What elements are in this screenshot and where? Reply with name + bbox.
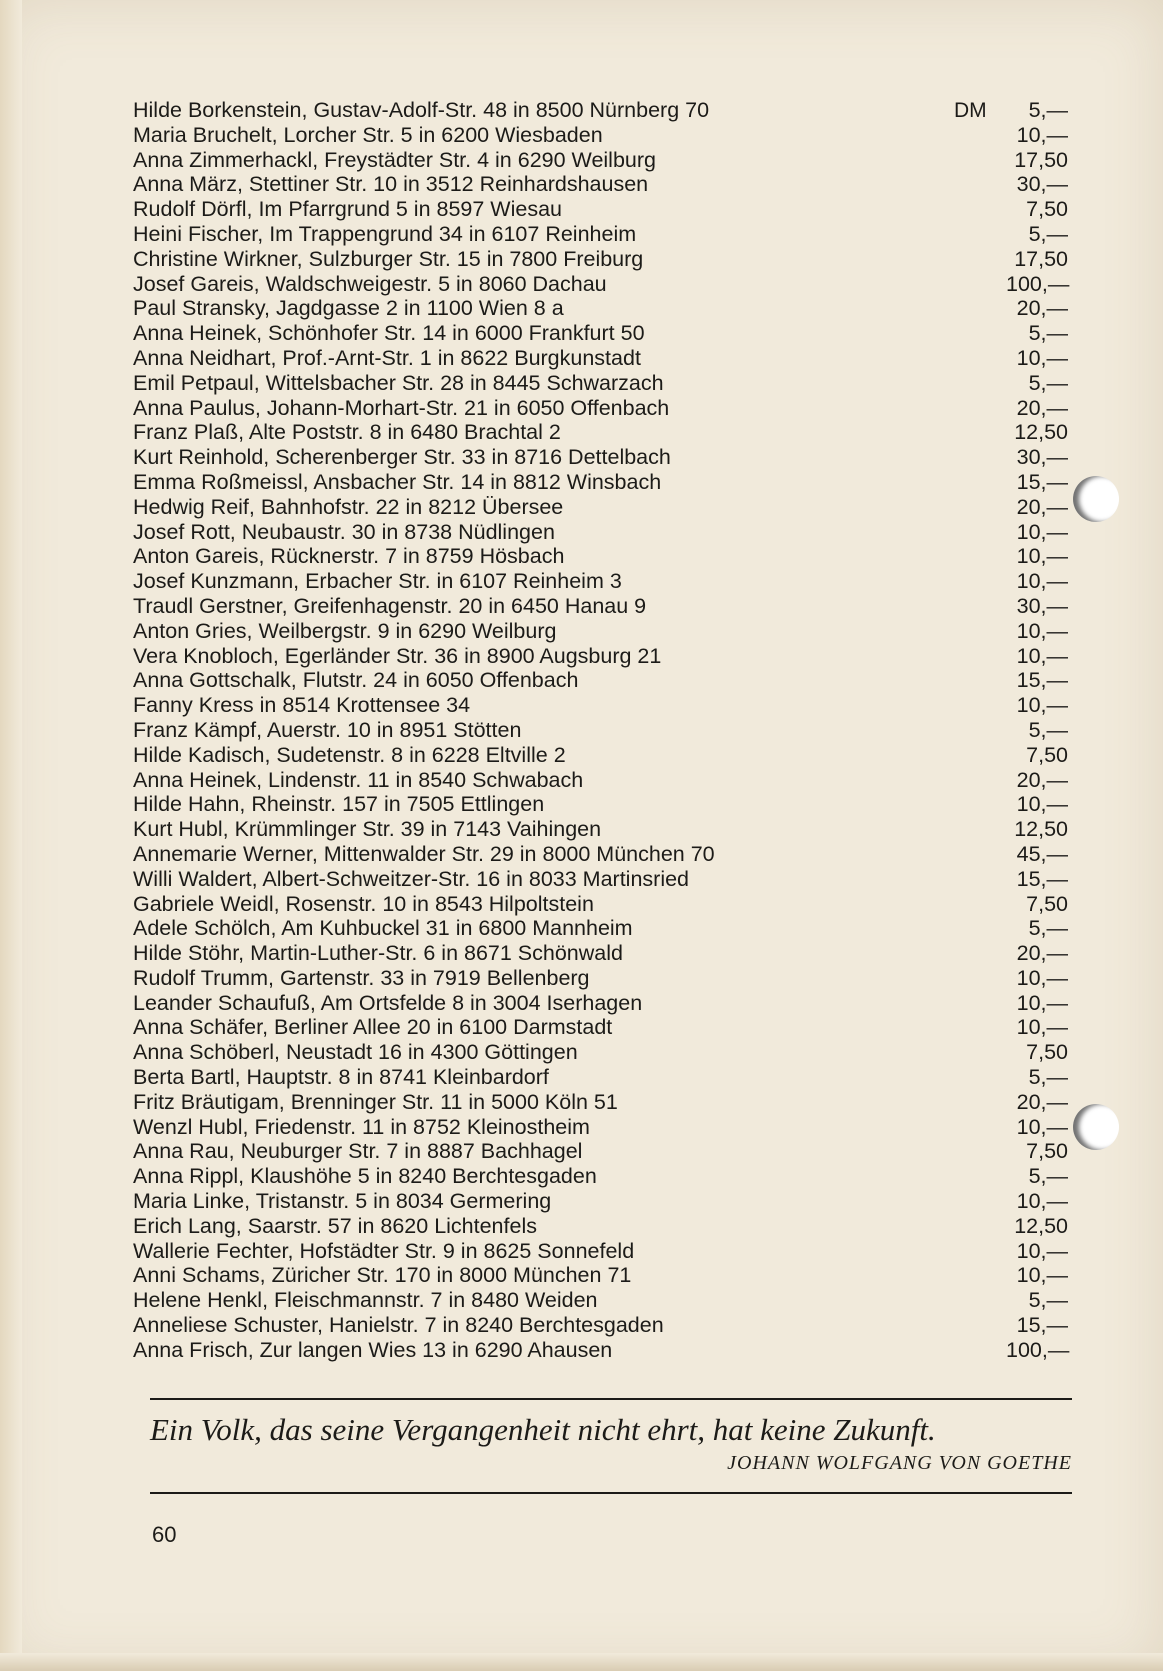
donation-amount-cell — [954, 445, 1068, 470]
donor-name-address: Josef Gareis, Waldschweigestr. 5 in 8060 Dachau — [133, 271, 607, 296]
donation-amount: 5,— — [1028, 221, 1068, 246]
list-item — [133, 123, 1068, 148]
donor-name-address: Anna Heinek, Schönhofer Str. 14 in 6000 Frankfurt 50 — [133, 321, 645, 346]
donation-amount-cell — [954, 1239, 1068, 1264]
donor-name-address: Gabriele Weidl, Rosenstr. 10 in 8543 Hilpoltstein — [133, 891, 594, 916]
donor-name-address: Franz Kämpf, Auerstr. 10 in 8951 Stötten — [133, 717, 522, 742]
donation-amount-cell — [954, 693, 1068, 718]
donation-amount-cell — [954, 892, 1068, 917]
donation-amount: 17,50 — [1014, 246, 1068, 271]
donor-name-address: Anna Paulus, Johann-Morhart-Str. 21 in 6050 Offenbach — [133, 395, 670, 420]
list-item — [133, 371, 1068, 396]
donor-name-address: Hilde Kadisch, Sudetenstr. 8 in 6228 Eltville 2 — [133, 742, 566, 767]
donation-amount-cell — [954, 1338, 1068, 1363]
list-item — [133, 1189, 1068, 1214]
donation-amount-cell — [954, 1214, 1068, 1239]
list-item — [133, 1214, 1068, 1239]
donation-amount-cell — [954, 247, 1068, 272]
donor-name-address: Adele Schölch, Am Kuhbuckel 31 in 6800 Mannheim — [133, 916, 633, 941]
donor-name-address: Hedwig Reif, Bahnhofstr. 22 in 8212 Übersee — [133, 494, 564, 519]
donation-amount: 5,— — [1028, 916, 1068, 941]
donation-amount: 15,— — [1016, 668, 1068, 693]
donor-name-address: Berta Bartl, Hauptstr. 8 in 8741 Kleinbardorf — [133, 1065, 549, 1090]
donation-amount-cell — [954, 371, 1068, 396]
list-item — [133, 1239, 1068, 1264]
donor-name-address: Kurt Reinhold, Scherenberger Str. 33 in 8716 Dettelbach — [133, 445, 671, 470]
donor-name-address: Emma Roßmeissl, Ansbacher Str. 14 in 8812 Winsbach — [133, 469, 662, 494]
donor-name-address: Maria Bruchelt, Lorcher Str. 5 in 6200 Wiesbaden — [133, 122, 603, 147]
donation-amount: 20,— — [1016, 767, 1068, 792]
list-item — [133, 966, 1068, 991]
donor-name-address: Hilde Hahn, Rheinstr. 157 in 7505 Ettlingen — [133, 792, 545, 817]
donation-amount-cell — [954, 644, 1068, 669]
donation-amount-cell — [954, 1288, 1068, 1313]
donation-amount-cell — [954, 569, 1068, 594]
donor-name-address: Paul Stransky, Jagdgasse 2 in 1100 Wien 8 a — [133, 296, 564, 321]
donation-amount: 12,50 — [1014, 1213, 1068, 1238]
donation-amount: 100,— — [1006, 271, 1070, 296]
list-item — [133, 445, 1068, 470]
donation-amount: 5,— — [1028, 1164, 1068, 1189]
page-number: 60 — [152, 1522, 177, 1547]
list-item — [133, 172, 1068, 197]
donor-name-address: Hilde Stöhr, Martin-Luther-Str. 6 in 8671 Schönwald — [133, 941, 623, 966]
donation-amount: 7,50 — [1026, 742, 1068, 767]
donor-name-address: Fanny Kress in 8514 Krottensee 34 — [133, 693, 471, 718]
list-item — [133, 693, 1068, 718]
donor-name-address: Anni Schams, Züricher Str. 170 in 8000 München 71 — [133, 1263, 632, 1288]
donation-amount-cell — [954, 123, 1068, 148]
donor-name-address: Josef Rott, Neubaustr. 30 in 8738 Nüdlingen — [133, 519, 555, 544]
donor-name-address: Anna März, Stettiner Str. 10 in 3512 Reinhardshausen — [133, 172, 649, 197]
list-item — [133, 594, 1068, 619]
donor-name-address: Anna Schäfer, Berliner Allee 20 in 6100 Darmstadt — [133, 1015, 613, 1040]
donor-name-address: Erich Lang, Saarstr. 57 in 8620 Lichtenfels — [133, 1213, 537, 1238]
page-spine-shadow — [0, 0, 22, 1671]
list-item — [133, 420, 1068, 445]
donor-name-address: Rudolf Trumm, Gartenstr. 33 in 7919 Bellenberg — [133, 965, 590, 990]
donation-amount-cell — [954, 817, 1068, 842]
list-item — [133, 1090, 1068, 1115]
donation-amount-cell — [954, 272, 1068, 297]
donor-name-address: Hilde Borkenstein, Gustav-Adolf-Str. 48 in 8500 Nürnberg 70 — [133, 98, 710, 122]
list-item — [133, 1040, 1068, 1065]
donation-amount-cell — [954, 991, 1068, 1016]
donation-amount: 10,— — [1016, 643, 1068, 668]
donor-name-address: Anna Zimmerhackl, Freystädter Str. 4 in 6290 Weilburg — [133, 147, 656, 172]
list-item — [133, 1338, 1068, 1363]
donation-amount: 7,50 — [1026, 1139, 1068, 1164]
list-item — [133, 892, 1068, 917]
donation-amount-cell — [954, 172, 1068, 197]
list-item — [133, 520, 1068, 545]
list-item — [133, 321, 1068, 346]
donor-name-address: Anton Gries, Weilbergstr. 9 in 6290 Weilburg — [133, 618, 557, 643]
donation-amount: 10,— — [1016, 544, 1068, 569]
donor-name-address: Wenzl Hubl, Friedenstr. 11 in 8752 Kleinostheim — [133, 1114, 590, 1139]
list-item — [133, 296, 1068, 321]
donor-name-address: Christine Wirkner, Sulzburger Str. 15 in 7800 Freiburg — [133, 246, 644, 271]
list-item — [133, 495, 1068, 520]
donation-amount: 10,— — [1016, 1189, 1068, 1214]
donation-amount-cell — [954, 867, 1068, 892]
donation-amount: 15,— — [1016, 866, 1068, 891]
donation-amount-cell — [954, 1263, 1068, 1288]
divider-line — [150, 1398, 1072, 1400]
donation-amount-cell — [954, 1040, 1068, 1065]
donation-amount: 30,— — [1016, 172, 1068, 197]
donor-name-address: Franz Plaß, Alte Poststr. 8 in 6480 Brachtal 2 — [133, 420, 561, 445]
donation-amount-cell — [954, 470, 1068, 495]
donation-amount-cell — [954, 1015, 1068, 1040]
list-item — [133, 1263, 1068, 1288]
list-item — [133, 247, 1068, 272]
list-item — [133, 743, 1068, 768]
donation-amount-cell — [954, 941, 1068, 966]
donation-amount-cell — [954, 222, 1068, 247]
donor-name-address: Maria Linke, Tristanstr. 5 in 8034 Germering — [133, 1189, 552, 1214]
donation-amount: 10,— — [1016, 693, 1068, 718]
list-item — [133, 396, 1068, 421]
donation-amount: 5,— — [1028, 321, 1068, 346]
donation-amount-cell — [954, 197, 1068, 222]
donation-amount: 20,— — [1016, 1089, 1068, 1114]
list-item — [133, 148, 1068, 173]
donation-amount-cell — [954, 148, 1068, 173]
donor-name-address: Traudl Gerstner, Greifenhagenstr. 20 in 6450 Hanau 9 — [133, 593, 647, 618]
donation-amount: 5,— — [1028, 717, 1068, 742]
donation-amount: 10,— — [1016, 345, 1068, 370]
donor-name-address: Anna Schöberl, Neustadt 16 in 4300 Göttingen — [133, 1040, 578, 1065]
quote-author: JOHANN WOLFGANG VON GOETHE — [727, 1452, 1072, 1474]
donor-name-address: Emil Petpaul, Wittelsbacher Str. 28 in 8445 Schwarzach — [133, 370, 664, 395]
donor-name-address: Rudolf Dörfl, Im Pfarrgrund 5 in 8597 Wiesau — [133, 197, 563, 222]
list-item — [133, 346, 1068, 371]
list-item — [133, 569, 1068, 594]
donor-name-address: Anna Rau, Neuburger Str. 7 in 8887 Bachhagel — [133, 1139, 583, 1164]
list-item — [133, 842, 1068, 867]
list-item — [133, 792, 1068, 817]
donation-amount: 5,— — [1028, 1288, 1068, 1313]
list-item — [133, 1065, 1068, 1090]
donation-amount-cell — [954, 1189, 1068, 1214]
donor-name-address: Anna Neidhart, Prof.-Arnt-Str. 1 in 8622 Burgkunstadt — [133, 345, 641, 370]
list-item — [133, 1164, 1068, 1189]
donation-amount-cell — [954, 1139, 1068, 1164]
list-item — [133, 916, 1068, 941]
donation-amount-cell — [954, 594, 1068, 619]
donation-amount: 12,50 — [1014, 817, 1068, 842]
donor-name-address: Leander Schaufuß, Am Ortsfelde 8 in 3004 Iserhagen — [133, 990, 643, 1015]
donation-amount-cell — [954, 396, 1068, 421]
donation-amount-cell — [954, 743, 1068, 768]
donation-amount: 17,50 — [1014, 147, 1068, 172]
donation-amount: 20,— — [1016, 494, 1068, 519]
donation-amount: 10,— — [1016, 990, 1068, 1015]
donation-amount: 30,— — [1016, 593, 1068, 618]
donor-list — [133, 98, 1068, 1363]
donation-amount-cell — [954, 420, 1068, 445]
donation-amount-cell — [954, 668, 1068, 693]
donation-amount-cell — [954, 1164, 1068, 1189]
donor-name-address: Willi Waldert, Albert-Schweitzer-Str. 16 in 8033 Martinsried — [133, 866, 690, 891]
donation-amount-cell — [954, 544, 1068, 569]
donation-amount-cell — [954, 792, 1068, 817]
donation-amount-cell — [954, 98, 1068, 124]
list-item — [133, 1115, 1068, 1140]
donation-amount-cell — [954, 768, 1068, 793]
donation-amount: 10,— — [1016, 1114, 1068, 1139]
donation-amount-cell — [954, 1115, 1068, 1140]
list-item — [133, 668, 1068, 693]
donation-amount-cell — [954, 1065, 1068, 1090]
donor-name-address: Anna Gottschalk, Flutstr. 24 in 6050 Offenbach — [133, 668, 579, 693]
currency-label: DM — [954, 99, 987, 122]
donation-amount-cell — [954, 1090, 1068, 1115]
list-item — [133, 222, 1068, 247]
list-item — [133, 644, 1068, 669]
list-item — [133, 272, 1068, 297]
list-item — [133, 1015, 1068, 1040]
list-item — [133, 544, 1068, 569]
donation-amount: 30,— — [1016, 445, 1068, 470]
donation-amount-cell — [954, 619, 1068, 644]
donation-amount-cell — [954, 495, 1068, 520]
donation-amount: 12,50 — [1014, 420, 1068, 445]
list-item — [133, 1313, 1068, 1338]
punch-hole — [1073, 476, 1119, 522]
donor-name-address: Wallerie Fechter, Hofstädter Str. 9 in 8625 Sonnefeld — [133, 1238, 635, 1263]
donation-amount-cell — [954, 842, 1068, 867]
donation-amount-cell — [954, 718, 1068, 743]
list-item — [133, 991, 1068, 1016]
donation-amount: 10,— — [1016, 792, 1068, 817]
donation-amount: 20,— — [1016, 941, 1068, 966]
donation-amount: 7,50 — [1026, 1040, 1068, 1065]
donor-name-address: Anneliese Schuster, Hanielstr. 7 in 8240 Berchtesgaden — [133, 1313, 664, 1338]
donation-amount: 10,— — [1016, 1238, 1068, 1263]
donor-name-address: Anna Frisch, Zur langen Wies 13 in 6290 Ahausen — [133, 1337, 613, 1362]
list-item — [133, 817, 1068, 842]
list-item — [133, 98, 1068, 123]
donation-amount: 7,50 — [1026, 197, 1068, 222]
donation-amount-cell — [954, 966, 1068, 991]
donation-amount: 7,50 — [1026, 891, 1068, 916]
list-item — [133, 768, 1068, 793]
quote-text: Ein Volk, das seine Vergangenheit nicht ehrt, hat keine Zukunft. — [150, 1412, 936, 1447]
list-item — [133, 1288, 1068, 1313]
donation-amount-cell — [954, 1313, 1068, 1338]
donation-amount: 10,— — [1016, 1015, 1068, 1040]
donor-name-address: Anton Gareis, Rücknerstr. 7 in 8759 Hösbach — [133, 544, 565, 569]
divider-line — [150, 1492, 1072, 1494]
donation-amount: 15,— — [1016, 469, 1068, 494]
donor-name-address: Anna Rippl, Klaushöhe 5 in 8240 Berchtesgaden — [133, 1164, 597, 1189]
donor-name-address: Heini Fischer, Im Trappengrund 34 in 6107 Reinheim — [133, 221, 637, 246]
list-item — [133, 197, 1068, 222]
donation-amount: 45,— — [1016, 841, 1068, 866]
donation-amount-cell — [954, 296, 1068, 321]
donor-name-address: Anna Heinek, Lindenstr. 11 in 8540 Schwabach — [133, 767, 584, 792]
donor-name-address: Fritz Bräutigam, Brenninger Str. 11 in 5000 Köln 51 — [133, 1089, 618, 1114]
donation-amount: 10,— — [1016, 519, 1068, 544]
donor-name-address: Josef Kunzmann, Erbacher Str. in 6107 Reinheim 3 — [133, 569, 622, 594]
donor-name-address: Annemarie Werner, Mittenwalder Str. 29 in 8000 München 70 — [133, 841, 715, 866]
donation-amount: 5,— — [1028, 1065, 1068, 1090]
list-item — [133, 941, 1068, 966]
donation-amount: 10,— — [1016, 122, 1068, 147]
donation-amount: 10,— — [1016, 965, 1068, 990]
donation-amount-cell — [954, 346, 1068, 371]
list-item — [133, 1139, 1068, 1164]
donation-amount: 10,— — [1016, 569, 1068, 594]
donation-amount: 20,— — [1016, 296, 1068, 321]
donor-name-address: Helene Henkl, Fleischmannstr. 7 in 8480 Weiden — [133, 1288, 598, 1313]
list-item — [133, 867, 1068, 892]
page-bottom-edge — [0, 1653, 1163, 1671]
list-item — [133, 470, 1068, 495]
donation-amount: 100,— — [1006, 1337, 1070, 1362]
punch-hole — [1073, 1104, 1119, 1150]
list-item — [133, 718, 1068, 743]
donation-amount: 10,— — [1016, 1263, 1068, 1288]
donation-amount: 15,— — [1016, 1313, 1068, 1338]
donation-amount: 5,— — [1028, 98, 1068, 122]
donation-amount-cell — [954, 321, 1068, 346]
donation-amount: 5,— — [1028, 370, 1068, 395]
donation-amount: 20,— — [1016, 395, 1068, 420]
donation-amount: 10,— — [1016, 618, 1068, 643]
donor-name-address: Kurt Hubl, Krümmlinger Str. 39 in 7143 Vaihingen — [133, 817, 602, 842]
donor-name-address: Vera Knobloch, Egerländer Str. 36 in 8900 Augsburg 21 — [133, 643, 662, 668]
donation-amount-cell — [954, 520, 1068, 545]
list-item — [133, 619, 1068, 644]
donation-amount-cell — [954, 916, 1068, 941]
